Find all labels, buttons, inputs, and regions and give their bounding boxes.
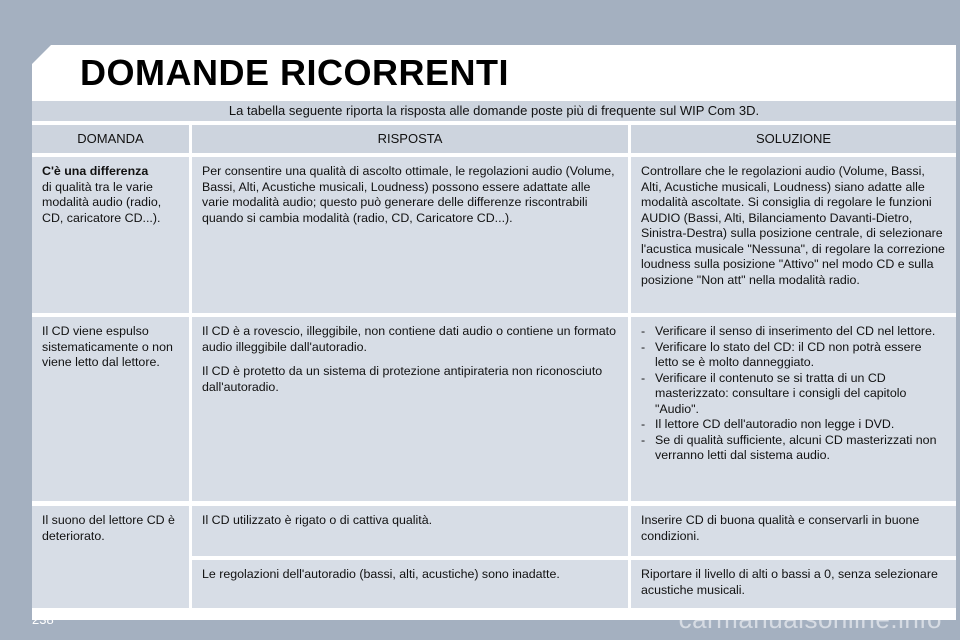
row-3-solution-b-text: Riportare il livello di alti o bassi a 0, senza selezionare acustiche musicali.: [641, 567, 938, 597]
row-2-question-text: Il CD viene espulso sistematicamente o non viene letto dal lettore.: [42, 324, 173, 369]
row-2-answer-text-2: Il CD è protetto da un sistema di protezione antipirateria non riconosciuto dall'autoradio.: [202, 364, 603, 394]
row-3-question-text: Il suono del lettore CD è deteriorato.: [42, 513, 175, 543]
row-1-solution: [631, 157, 956, 313]
row-2-solution-list: [641, 324, 946, 464]
column-header-question: DOMANDA: [32, 125, 189, 153]
row-3-question: [32, 506, 189, 608]
row-1-question-bold: C'è una differenza: [42, 164, 149, 178]
intro-banner: La tabella seguente riporta la risposta alle domande poste più di frequente sul WIP Com 3D.: [32, 101, 956, 121]
row-2-answer: [192, 317, 628, 501]
row-1-question-text: di qualità tra le varie modalità audio (radio, CD, caricatore CD...).: [42, 179, 162, 225]
list-item: - Se di qualità sufficiente, alcuni CD masterizzati non verranno letti dal sistema audio.: [641, 433, 946, 464]
list-item: - Verificare il senso di inserimento del CD nel lettore.: [641, 324, 946, 340]
watermark: carmanualsonline.info: [678, 604, 942, 634]
row-3-solution-a-text: Inserire CD di buona qualità e conservarli in buone condizioni.: [641, 513, 920, 543]
row-2-answer-text-1: Il CD è a rovescio, illeggibile, non contiene dati audio o contiene un formato audio illeggibile dall'autoradio.: [202, 324, 616, 354]
row-1-solution-text: Controllare che le regolazioni audio (Volume, Bassi, Alti, Acustiche musicali, Loudness) siano adatte alle modalità ascoltate. Si consiglia di regolare le funzioni AUDIO (Bassi, Alti, Bilanciamento Davanti-Dietro, Sinistra-Destra) sulla posizione centrale, di selezionare l'acustica musicale "Nessuna", di regolare la correzione loudness sulla posizione "Attivo" nel modo CD e sulla posizione "Non att" nella modalità radio.: [641, 164, 945, 287]
list-item: - Verificare il contenuto se si tratta di un CD masterizzato: consultare i consigli del capitolo "Audio".: [641, 371, 946, 418]
row-3-answer-b-text: Le regolazioni dell'autoradio (bassi, alti, acustiche) sono inadatte.: [202, 567, 560, 581]
row-2-solution: [631, 317, 956, 501]
row-1-answer-text: Per consentire una qualità di ascolto ottimale, le regolazioni audio (Volume, Bassi, Alti, Acustiche musicali, Loudness) possono essere adattate alle varie modalità audio; questo può generare delle differenze riscontrabili quando si cambia modalità (radio, CD, Caricatore CD...).: [202, 164, 615, 225]
page-title: DOMANDE RICORRENTI: [80, 52, 509, 93]
column-header-answer: RISPOSTA: [192, 125, 628, 153]
row-3-answer-a: [192, 506, 628, 556]
row-3-solution-a: [631, 506, 956, 556]
row-1-question: [32, 157, 189, 313]
list-item: - Verificare lo stato del CD: il CD non potrà essere letto se è molto danneggiato.: [641, 340, 946, 371]
list-item: - Il lettore CD dell'autoradio non legge i DVD.: [641, 417, 946, 433]
page-number: 238: [32, 612, 54, 627]
row-3-solution-b: [631, 560, 956, 608]
row-3-answer-b: [192, 560, 628, 608]
row-2-question: [32, 317, 189, 501]
row-1-answer: [192, 157, 628, 313]
column-header-solution: SOLUZIONE: [631, 125, 956, 153]
row-3-answer-a-text: Il CD utilizzato è rigato o di cattiva qualità.: [202, 513, 433, 527]
